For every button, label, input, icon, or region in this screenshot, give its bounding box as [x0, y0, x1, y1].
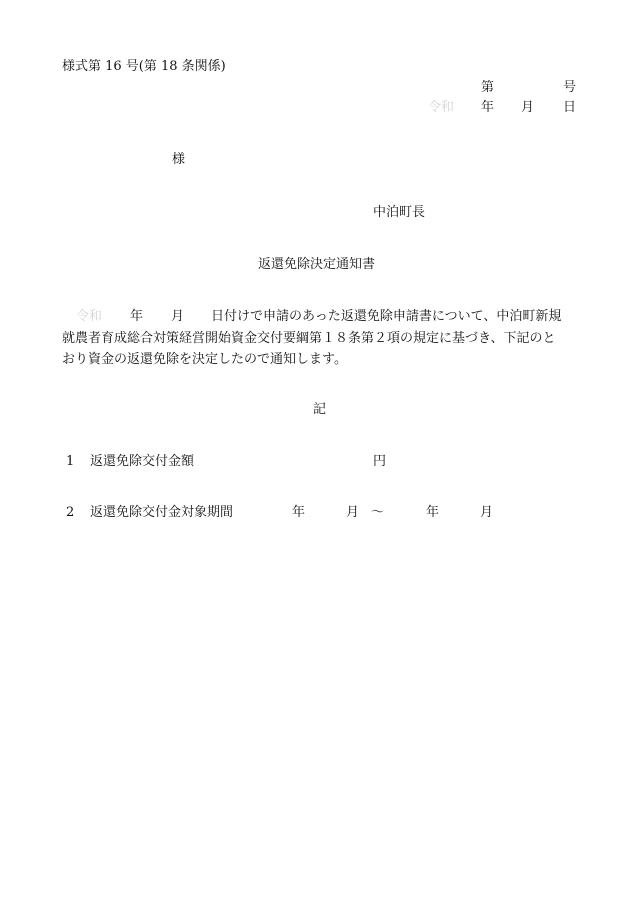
- item-2-number: 2: [66, 505, 75, 520]
- item-2-from-year: 年: [292, 505, 306, 520]
- item-2-from-month: 月: [346, 505, 360, 520]
- body-month: 月: [171, 309, 185, 324]
- header-day: 日: [563, 100, 577, 115]
- body-line-1: 日付けで申請のあった返還免除申請書について、中泊町新規: [211, 309, 562, 324]
- body-line-2: 就農者育成総合対策経営開始資金交付要綱第１８条第２項の規定に基づき、下記のと: [62, 331, 556, 346]
- item-2-tilde: ～: [371, 505, 385, 520]
- item-2-label: 返還免除交付金対象期間: [90, 505, 234, 520]
- body-year: 年: [130, 309, 144, 324]
- item-1-unit: 円: [373, 454, 387, 469]
- document-title: 返還免除決定通知書: [258, 257, 376, 272]
- form-number: 様式第 16 号(第 18 条関係): [62, 59, 226, 74]
- doc-number-prefix: 第: [481, 80, 495, 95]
- header-era: 令和: [428, 100, 455, 115]
- body-era: 令和: [76, 309, 103, 324]
- ki-heading: 記: [313, 402, 327, 417]
- doc-number-suffix: 号: [563, 80, 577, 95]
- sender-name: 中泊町長: [373, 205, 426, 220]
- header-year: 年: [481, 100, 495, 115]
- item-1-label: 返還免除交付金額: [90, 454, 195, 469]
- body-line-3: おり資金の返還免除を決定したので通知します。: [62, 352, 347, 367]
- item-1-number: 1: [66, 454, 75, 469]
- header-month: 月: [521, 100, 535, 115]
- item-2-to-year: 年: [426, 505, 440, 520]
- item-2-to-month: 月: [480, 505, 494, 520]
- addressee-honorific: 様: [172, 152, 186, 167]
